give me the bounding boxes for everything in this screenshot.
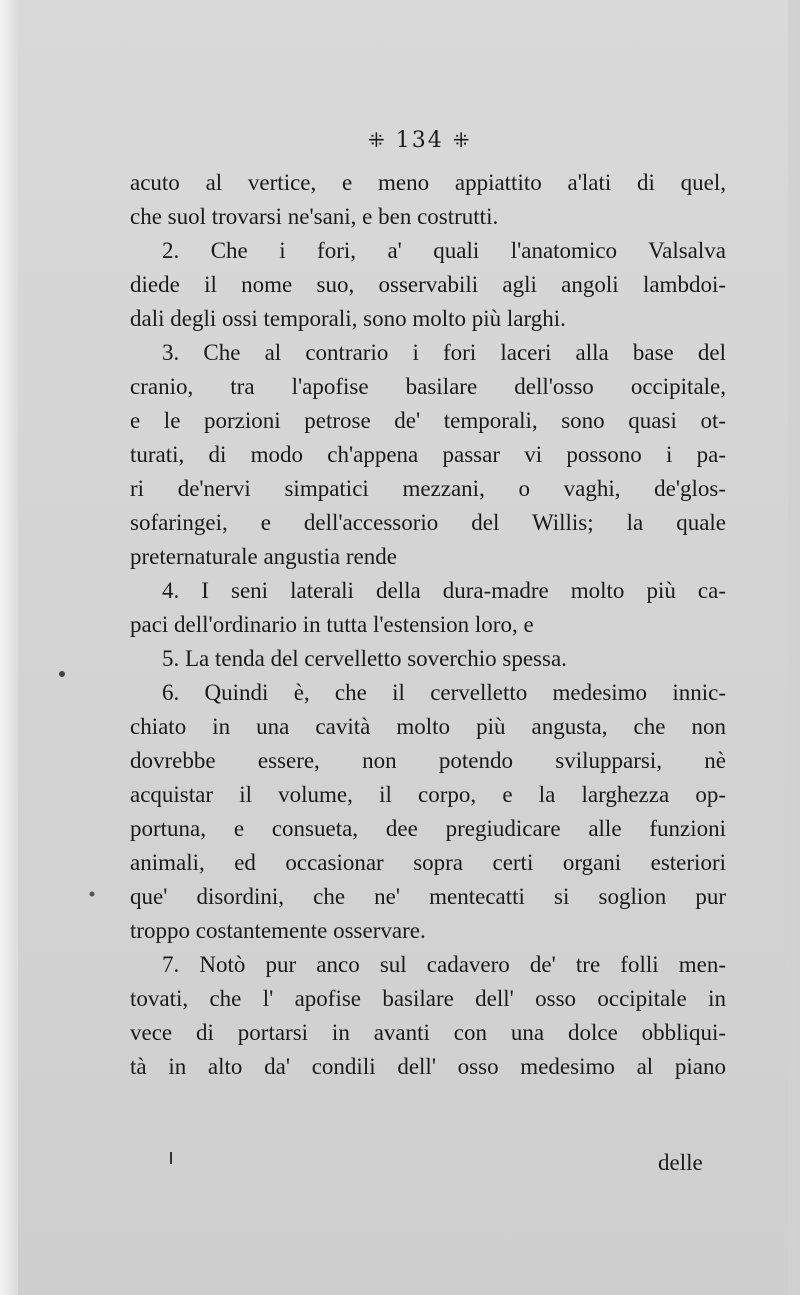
text-line: 2. Che i fori, a' quali l'anatomico Valsalva xyxy=(162,238,726,263)
text-line: cranio, tra l'apofise basilare dell'osso occipitale, xyxy=(130,374,726,399)
book-gutter-shadow xyxy=(0,0,18,1295)
text-line: tà in alto da' condili dell' osso medesimo al piano xyxy=(130,1054,726,1079)
text-line: animali, ed occasionar sopra certi organi esteriori xyxy=(130,850,726,875)
page-number: 134 xyxy=(395,128,444,153)
ornament-right-icon: ⁜ xyxy=(452,128,472,152)
text-line: ri de'nervi simpatici mezzani, o vaghi, de'glos- xyxy=(130,476,726,501)
text-line: tovati, che l' apofise basilare dell' osso occipitale in xyxy=(130,986,726,1011)
text-line: 4. I seni laterali della dura-madre molto più ca- xyxy=(162,578,726,603)
book-page xyxy=(18,0,788,1295)
text-line: turati, di modo ch'appena passar vi possono i pa- xyxy=(130,442,726,467)
text-line: 5. La tenda del cervelletto soverchio spessa. xyxy=(162,646,567,671)
text-line: dovrebbe essere, non potendo svilupparsi, nè xyxy=(130,748,726,773)
text-line: diede il nome suo, osservabili agli angoli lambdoi- xyxy=(130,272,726,297)
text-line: 3. Che al contrario i fori laceri alla base del xyxy=(162,340,726,365)
text-line: paci dell'ordinario in tutta l'estension loro, e xyxy=(130,612,534,637)
text-line: que' disordini, che ne' mentecatti si soglion pur xyxy=(130,884,726,909)
page-header xyxy=(368,128,472,153)
catchword: delle xyxy=(658,1150,703,1175)
ornament-left-icon: ⁜ xyxy=(368,128,387,152)
text-line: sofaringei, e dell'accessorio del Willis; la quale xyxy=(130,510,726,535)
text-line: vece di portarsi in avanti con una dolce obbliqui- xyxy=(130,1020,726,1045)
text-line: 6. Quindi è, che il cervelletto medesimo innic- xyxy=(162,680,726,705)
ink-speck-icon xyxy=(168,1150,174,1166)
text-line: acuto al vertice, e meno appiattito a'lati di quel, xyxy=(130,170,726,195)
text-line: portuna, e consueta, dee pregiudicare alle funzioni xyxy=(130,816,726,841)
text-line: chiato in una cavità molto più angusta, che non xyxy=(130,714,726,739)
body-text xyxy=(130,166,726,1084)
text-line: acquistar il volume, il corpo, e la larghezza op- xyxy=(130,782,726,807)
text-line: dali degli ossi temporali, sono molto più larghi. xyxy=(130,306,566,331)
text-line: preternaturale angustia rende xyxy=(130,544,397,569)
ink-dot-icon xyxy=(58,670,66,678)
ink-dot-icon xyxy=(88,890,96,898)
text-line: troppo costantemente osservare. xyxy=(130,918,426,943)
text-line: che suol trovarsi ne'sani, e ben costrutti. xyxy=(130,204,499,229)
text-line: 7. Notò pur anco sul cadavero de' tre folli men- xyxy=(162,952,726,977)
text-line: e le porzioni petrose de' temporali, sono quasi ot- xyxy=(130,408,726,433)
